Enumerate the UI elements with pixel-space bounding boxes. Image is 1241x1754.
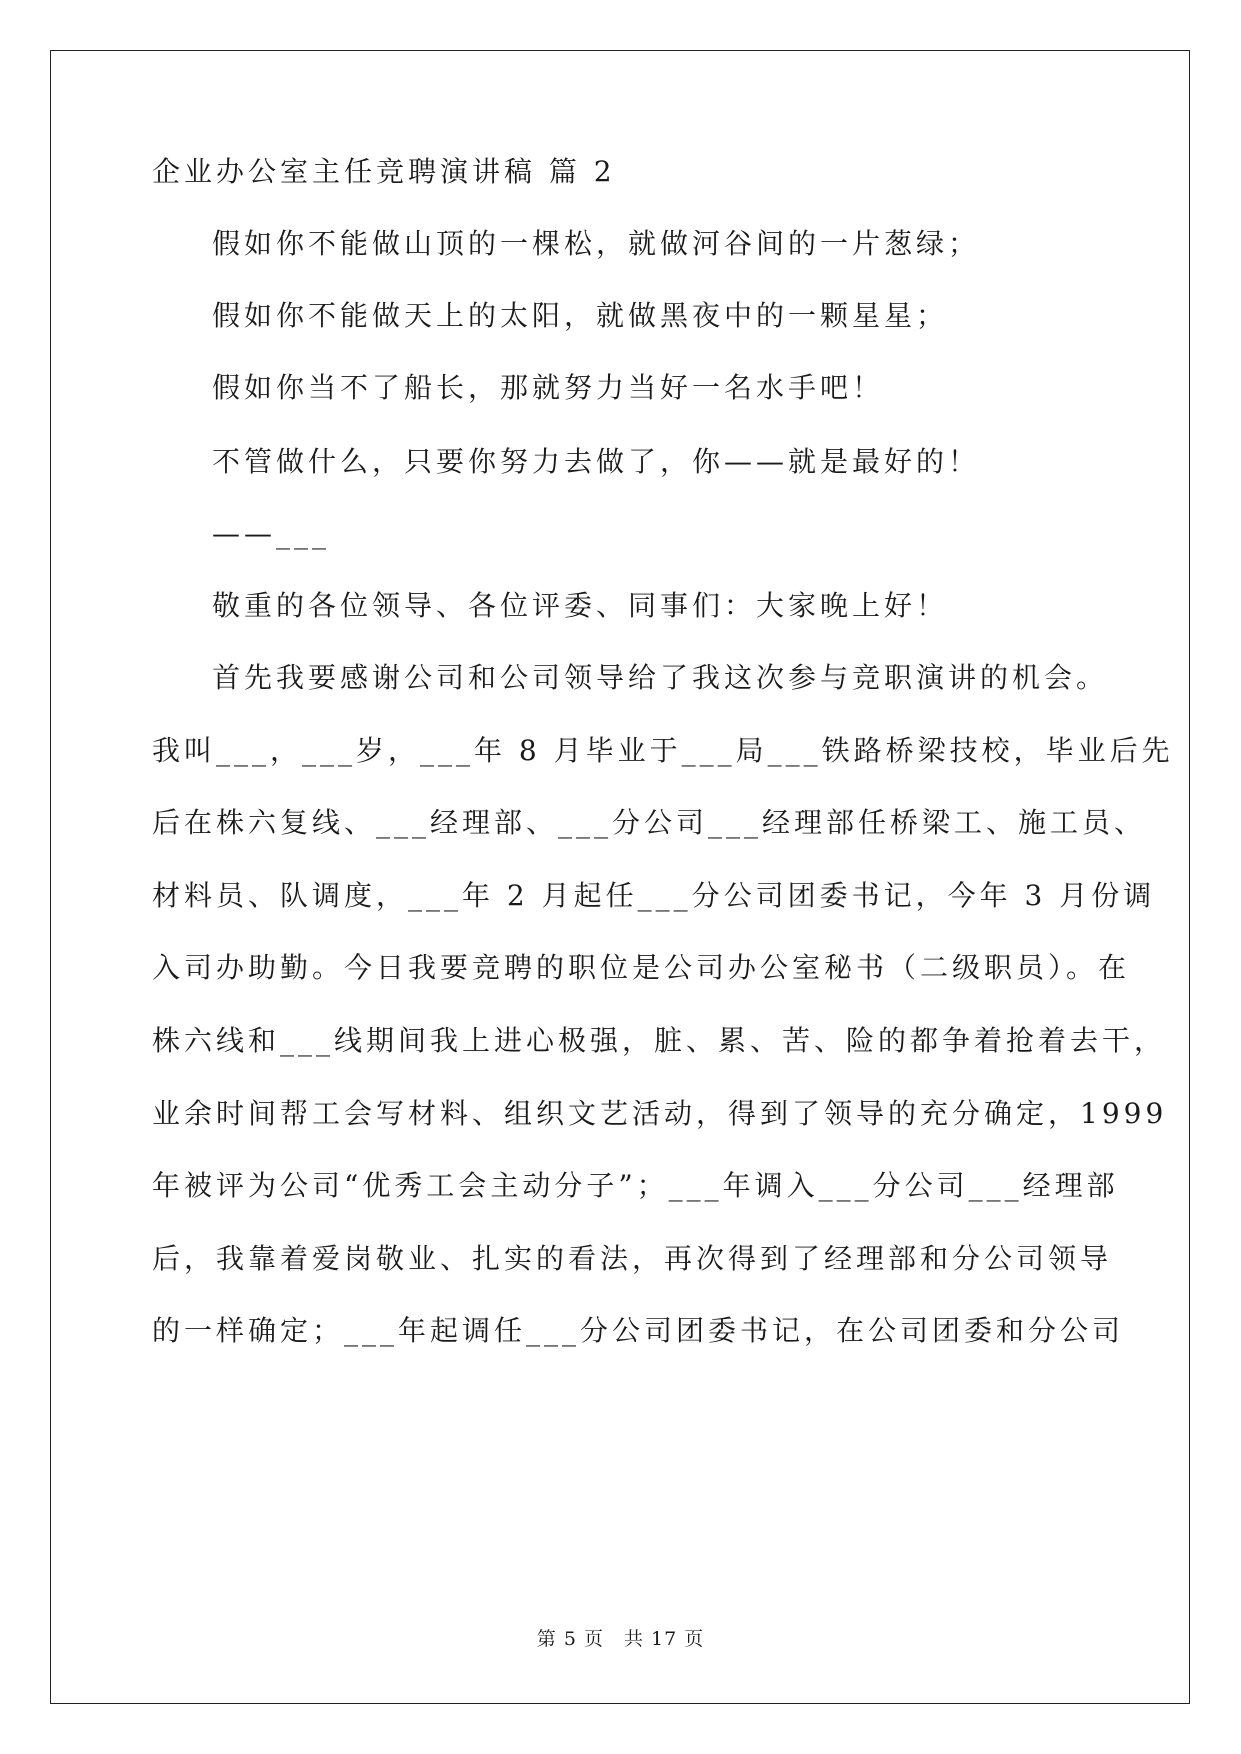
body-line: 后在株六复线、___经理部、___分公司___经理部任桥梁工、施工员、 [152, 806, 1147, 839]
signature-line: ——___ [212, 517, 330, 550]
body-line: 后，我靠着爱岗敬业、扎实的看法，再次得到了经理部和分公司领导 [152, 1242, 1113, 1275]
document-title: 企业办公室主任竞聘演讲稿 篇 2 [152, 155, 616, 188]
body-line: 入司办助勤。今日我要竞聘的职位是公司办公室秘书（二级职员）。在 [152, 951, 1131, 984]
page-number: 第 5 页 共 17 页 [536, 1628, 705, 1650]
poem-line: 不管做什么，只要你努力去做了，你——就是最好的！ [212, 445, 981, 478]
body-line: 首先我要感谢公司和公司领导给了我这次参与竞职演讲的机会。 [212, 661, 1109, 694]
body-line: 我叫___，___岁，___年 8 月毕业于___局___铁路桥梁技校，毕业后先 [152, 734, 1174, 767]
body-line: 材料员、队调度，___年 2 月起任___分公司团委书记，今年 3 月份调 [152, 879, 1156, 912]
poem-line: 假如你当不了船长，那就努力当好一名水手吧！ [212, 371, 885, 404]
body-line: 株六线和___线期间我上进心极强，脏、累、苦、险的都争着抢着去干， [152, 1024, 1167, 1057]
poem-line: 假如你不能做天上的太阳，就做黑夜中的一颗星星； [212, 299, 949, 332]
body-line: 业余时间帮工会写材料、组织文艺活动，得到了领导的充分确定，1999 [152, 1097, 1168, 1130]
poem-line: 假如你不能做山顶的一棵松，就做河谷间的一片葱绿； [212, 227, 981, 260]
greeting: 敬重的各位领导、各位评委、同事们：大家晚上好！ [212, 589, 949, 622]
body-line: 的一样确定；___年起调任___分公司团委书记，在公司团委和分公司 [152, 1314, 1125, 1347]
body-line: 年被评为公司“优秀工会主动分子”；___年调入___分公司___经理部 [152, 1169, 1119, 1202]
